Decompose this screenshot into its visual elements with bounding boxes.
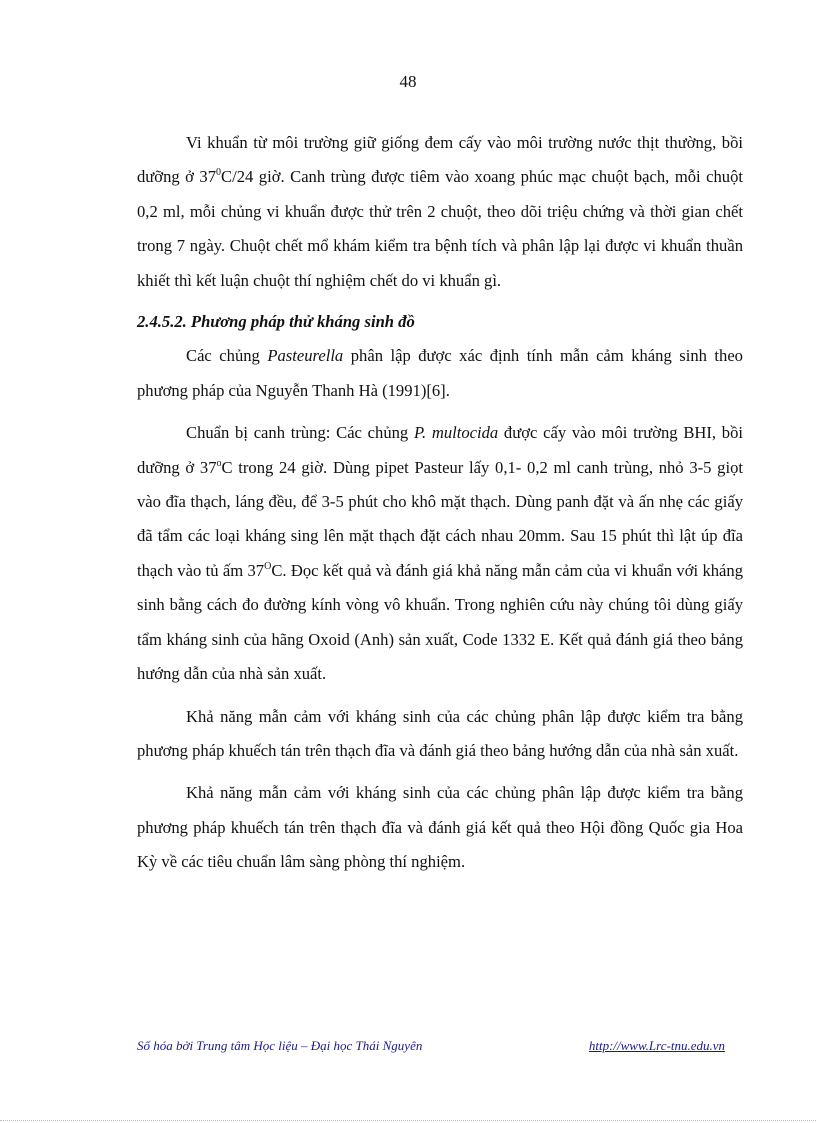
p1-text-cont: C/24 giờ. Canh trùng được tiêm vào xoang phúc mạc chuột bạch, mỗi chuột 0,2 ml, mỗi chủng vi khuẩn được thử trên 2 chuột, theo dõi triệu chứng và thời gian chết trong 7 ngày. Chuột chết mổ khám kiểm tra bệnh tích và phân lập lại được vi khuẩn thuần khiết thì kết luận chuột thí nghiệm chết do vi khuẩn gì. [137,167,743,290]
p2-text-cont: phân lập được xác định tính mẫn cảm kháng sinh theo phương pháp của Nguyễn Thanh Hà (1991)[6]. [137,346,743,400]
footer-link[interactable]: http://www.Lrc-tnu.edu.vn [588,1038,725,1053]
p1-text: Vi khuẩn từ môi trường giữ giống đem cấy vào môi trường nước thịt thường, bồi dưỡng ở 37 [137,133,743,187]
paragraph-sensitivity-2: Khả năng mẫn cảm với kháng sinh của các chủng phân lập được kiểm tra bằng phương pháp khuếch tán trên thạch đĩa và đánh giá kết quả theo Hội đồng Quốc gia Hoa Kỳ về các tiêu chuẩn lâm sàng phòng thí nghiệm. [137,783,743,872]
p3-text-b: được cấy vào môi trường BHI, bồi dưỡng ở 37 [137,423,743,477]
p1-superscript: 0 [216,167,222,179]
paragraph-culture-prep [137,416,743,691]
section-heading: 2.4.5.2. Phương pháp thử kháng sinh đồ [137,312,415,332]
p3-text-d: C. Đọc kết quả và đánh giá khả năng mẫn cảm của vi khuẩn với kháng sinh bằng cách đo đường kính vòng vô khuẩn. Trong nghiên cứu này chúng tôi dùng giấy tẩm kháng sinh của hãng Oxoid (Anh) sản xuất, Code 1332 E. Kết quả đánh giá theo bảng hướng dẫn của nhà sản xuất. [137,560,743,684]
p3-text: Chuẩn bị canh trùng: Các chủng [186,423,414,443]
page-edge-divider [0,1120,816,1121]
p3-italic: P. multocida [413,423,499,443]
p2-text: Các chủng [186,346,268,366]
paragraph-mouse-test [137,126,743,298]
p3-superscript-2: O [264,560,272,572]
p3-text-c: C trong 24 giờ. Dùng pipet Pasteur lấy 0,1- 0,2 ml canh trùng, nhỏ 3-5 giọt vào đĩa thạch, láng đều, để 3-5 phút cho khô mặt thạch. Dùng panh đặt và ấn nhẹ các giấy đã tẩm các loại kháng sing lên mặt thạch đặt cách nhau 20mm. Sau 15 phút thì lật úp đĩa thạch vào tủ ấm 37 [137,457,743,580]
page-number: 48 [399,72,417,91]
body-content [137,126,743,880]
p2-italic: Pasteurella [267,346,344,366]
paragraph-pasteurella [137,339,743,408]
paragraph-sensitivity-1: Khả năng mẫn cảm với kháng sinh của các chủng phân lập được kiểm tra bằng phương pháp khuếch tán trên thạch đĩa và đánh giá theo bảng hướng dẫn của nhà sản xuất. [137,706,743,760]
p3-superscript-1: o [216,457,222,469]
footer-credit: Số hóa bởi Trung tâm Học liệu – Đại học Thái Nguyên [137,1038,423,1053]
